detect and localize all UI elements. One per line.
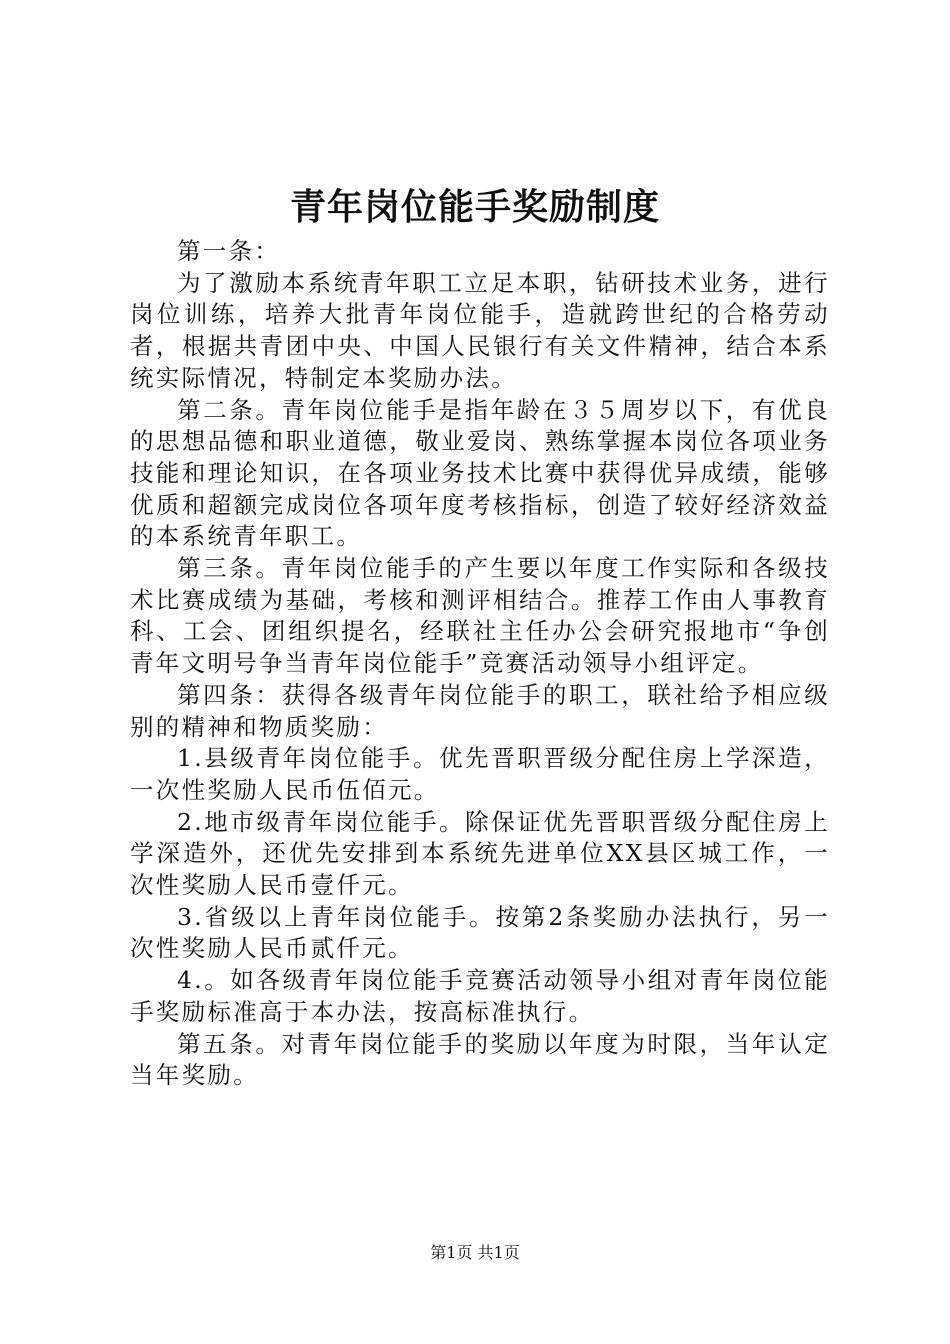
page-number-footer: 第1页 共1页: [430, 1243, 520, 1262]
document-body: [130, 236, 830, 1092]
list-item-county-level: 1.县级青年岗位能手。优先晋职晋级分配住房上学深造，一次性奖励人民币伍佰元。: [130, 744, 830, 804]
paragraph-article-1-text: 为了激励本系统青年职工立足本职，钻研技术业务，进行岗位训练，培养大批青年岗位能手，造就跨世纪的合格劳动者，根据共青团中央、中国人民银行有关文件精神，结合本系统实际情况，特制定本奖励办法。: [130, 268, 830, 392]
paragraph-article-3: 第三条。青年岗位能手的产生要以年度工作实际和各级技术比赛成绩为基础，考核和测评相结合。推荐工作由人事教育科、工会、团组织提名，经联社主任办公会研究报地市“争创青年文明号争当青年岗位能手”竞赛活动领导小组评定。: [130, 554, 830, 678]
list-item-city-level: 2.地市级青年岗位能手。除保证优先晋职晋级分配住房上学深造外，还优先安排到本系统先进单位XX县区城工作，一次性奖励人民币壹仟元。: [130, 807, 830, 900]
paragraph-article-2: 第二条。青年岗位能手是指年龄在３５周岁以下，有优良的思想品德和职业道德，敬业爱岗、熟练掌握本岗位各项业务技能和理论知识，在各项业务技术比赛中获得优异成绩，能够优质和超额完成岗位各项年度考核指标，创造了较好经济效益的本系统青年职工。: [130, 395, 830, 551]
list-item-province-level: 3.省级以上青年岗位能手。按第2条奖励办法执行，另一次性奖励人民币贰仟元。: [130, 902, 830, 963]
paragraph-article-4: 第四条：获得各级青年岗位能手的职工，联社给予相应级别的精神和物质奖励：: [130, 680, 830, 741]
paragraph-article-1-heading: 第一条：: [177, 237, 281, 265]
paragraph-article-5: 第五条。对青年岗位能手的奖励以年度为时限，当年认定当年奖励。: [130, 1029, 830, 1090]
document-title: 青年岗位能手奖励制度: [289, 187, 660, 228]
list-item-higher-standard: 4.。如各级青年岗位能手竞赛活动领导小组对青年岗位能手奖励标准高于本办法，按高标准执行。: [130, 966, 830, 1026]
